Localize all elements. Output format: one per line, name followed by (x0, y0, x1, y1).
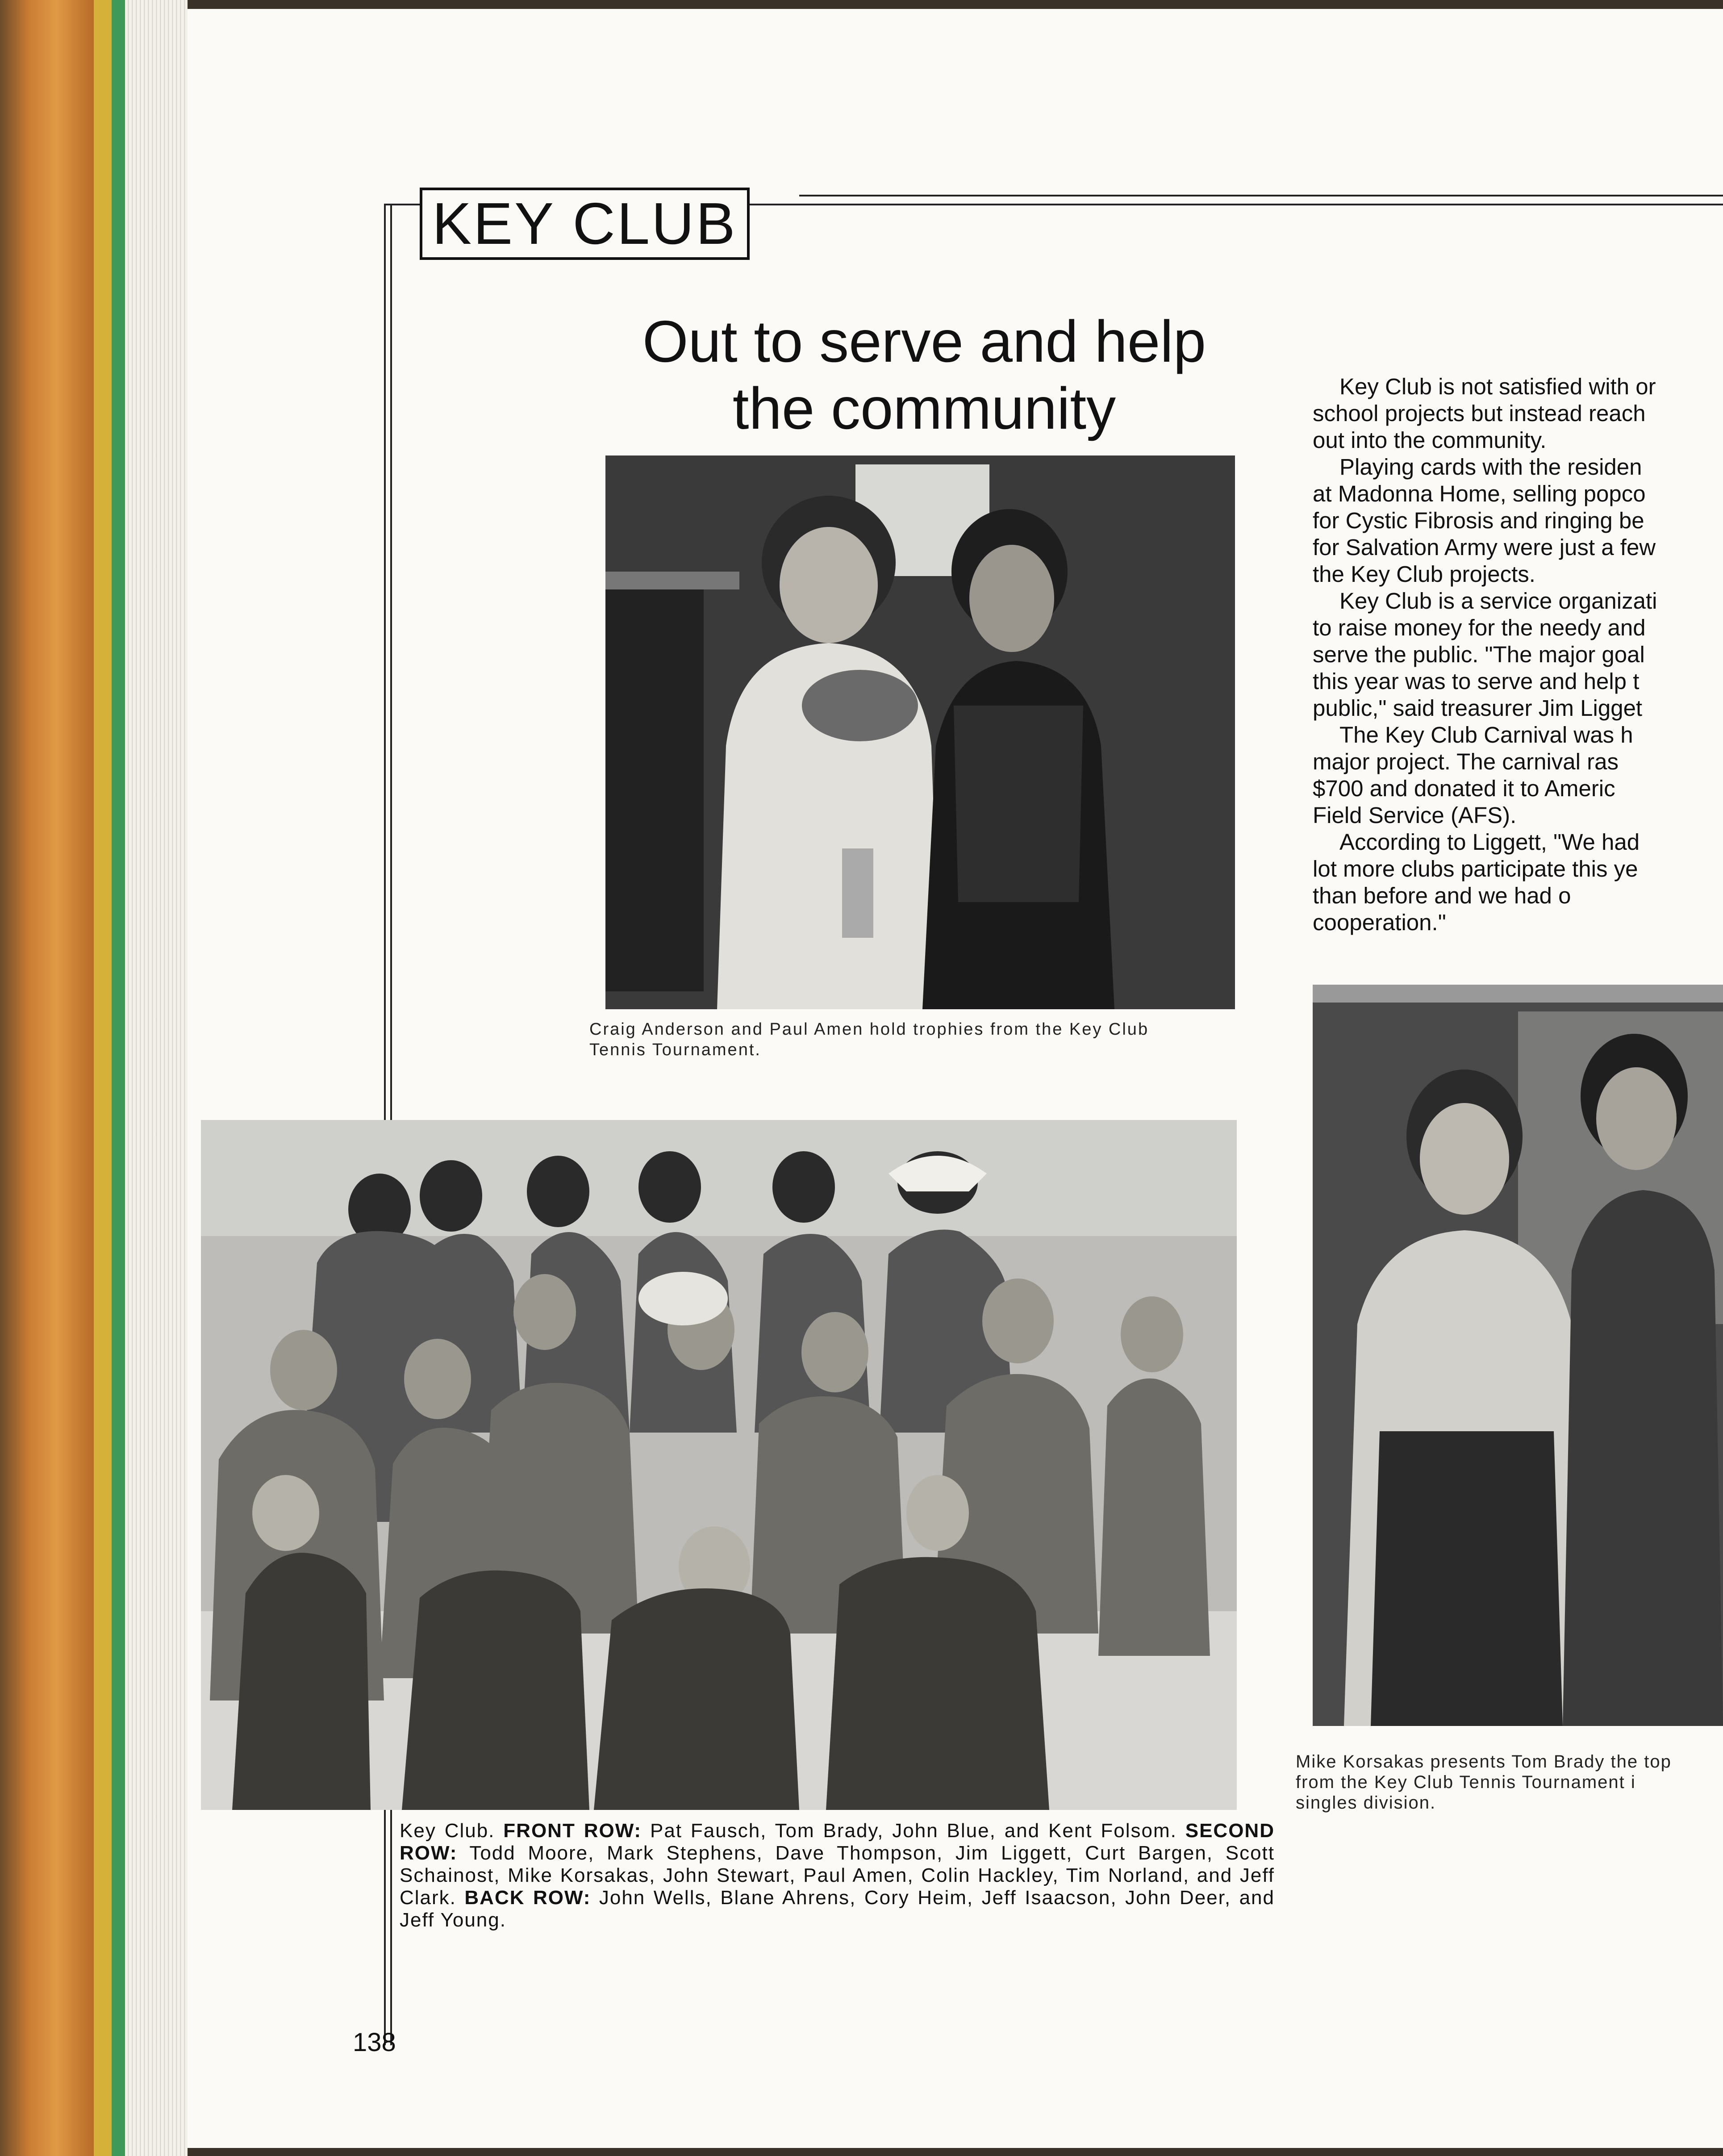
article-line: for Cystic Fibrosis and ringing be (1313, 508, 1644, 533)
photo-key-club-group-illustration (201, 1120, 1237, 1810)
right-caption-line-2: from the Key Club Tennis Tournament i (1296, 1772, 1636, 1792)
article-line: at Madonna Home, selling popco (1313, 481, 1646, 506)
article-body (1313, 373, 1723, 936)
page-edge-yellow (94, 0, 112, 2156)
caption-intro: Key Club. (400, 1820, 495, 1842)
right-caption-line-3: singles division. (1296, 1793, 1436, 1813)
article-line: $700 and donated it to Americ (1313, 776, 1615, 801)
caption-back-names: John Wells, Blane Ahrens, Cory Heim, Jeff Isaacson, John Deer, and Jeff Young. (400, 1887, 1275, 1931)
headline-line-1: Out to serve and help (642, 309, 1206, 374)
article-line: this year was to serve and help t (1313, 669, 1640, 694)
article-line: serve the public. "The major goal (1313, 642, 1645, 667)
frame-top-line-2 (799, 195, 1723, 196)
photo-trophy-students-illustration (605, 455, 1235, 1009)
article-line: public," said treasurer Jim Ligget (1313, 695, 1643, 721)
photo-trophy-students (605, 455, 1235, 1009)
article-line: than before and we had o (1313, 883, 1571, 908)
top-caption-line-1: Craig Anderson and Paul Amen hold trophies from the Key Club (589, 1020, 1149, 1039)
top-photo-caption (589, 1019, 1259, 1060)
article-line: Key Club is a service organizati (1339, 588, 1657, 614)
caption-second-names: Todd Moore, Mark Stephens, Dave Thompson, Jim Liggett, Curt Bargen, Scott Schainost, Mike Korsakas, John Stewart, Paul Amen, Colin Hackley, Tim Norland, and Jeff Clark. (400, 1842, 1275, 1909)
headline (594, 308, 1255, 442)
right-caption-line-1: Mike Korsakas presents Tom Brady the top (1296, 1752, 1672, 1772)
photo-award-presentation (1313, 985, 1723, 1726)
article-line: Playing cards with the residen (1339, 454, 1642, 480)
article-line: out into the community. (1313, 427, 1547, 453)
article-line: lot more clubs participate this ye (1313, 856, 1638, 882)
photo-award-presentation-illustration (1313, 985, 1723, 1726)
stacked-page-edges (125, 0, 188, 2156)
group-photo-caption (400, 1820, 1275, 1931)
page-number: 138 (353, 2028, 396, 2057)
article-line: Field Service (AFS). (1313, 802, 1517, 828)
caption-second-label: SECOND ROW: (400, 1820, 1275, 1864)
caption-back-label: BACK ROW: (464, 1887, 591, 1909)
article-line: for Salvation Army were just a few (1313, 535, 1656, 560)
top-caption-line-2: Tennis Tournament. (589, 1040, 761, 1059)
photo-key-club-group (201, 1120, 1237, 1810)
article-line: the Key Club projects. (1313, 561, 1535, 587)
article-line: According to Liggett, "We had (1339, 829, 1640, 855)
article-line: The Key Club Carnival was h (1339, 722, 1633, 748)
article-line: Key Club is not satisfied with or (1339, 374, 1656, 399)
page-edge-green (112, 0, 125, 2156)
article-line: cooperation." (1313, 910, 1446, 935)
caption-front-label: FRONT ROW: (503, 1820, 642, 1842)
caption-front-names: Pat Fausch, Tom Brady, John Blue, and Kent Folsom. (650, 1820, 1177, 1842)
section-title: KEY CLUB (420, 188, 750, 260)
right-photo-caption (1296, 1751, 1723, 1813)
book-spine (0, 0, 94, 2156)
article-line: school projects but instead reach (1313, 401, 1646, 426)
article-line: to raise money for the needy and (1313, 615, 1646, 640)
headline-line-2: the community (732, 376, 1116, 441)
article-line: major project. The carnival ras (1313, 749, 1619, 774)
